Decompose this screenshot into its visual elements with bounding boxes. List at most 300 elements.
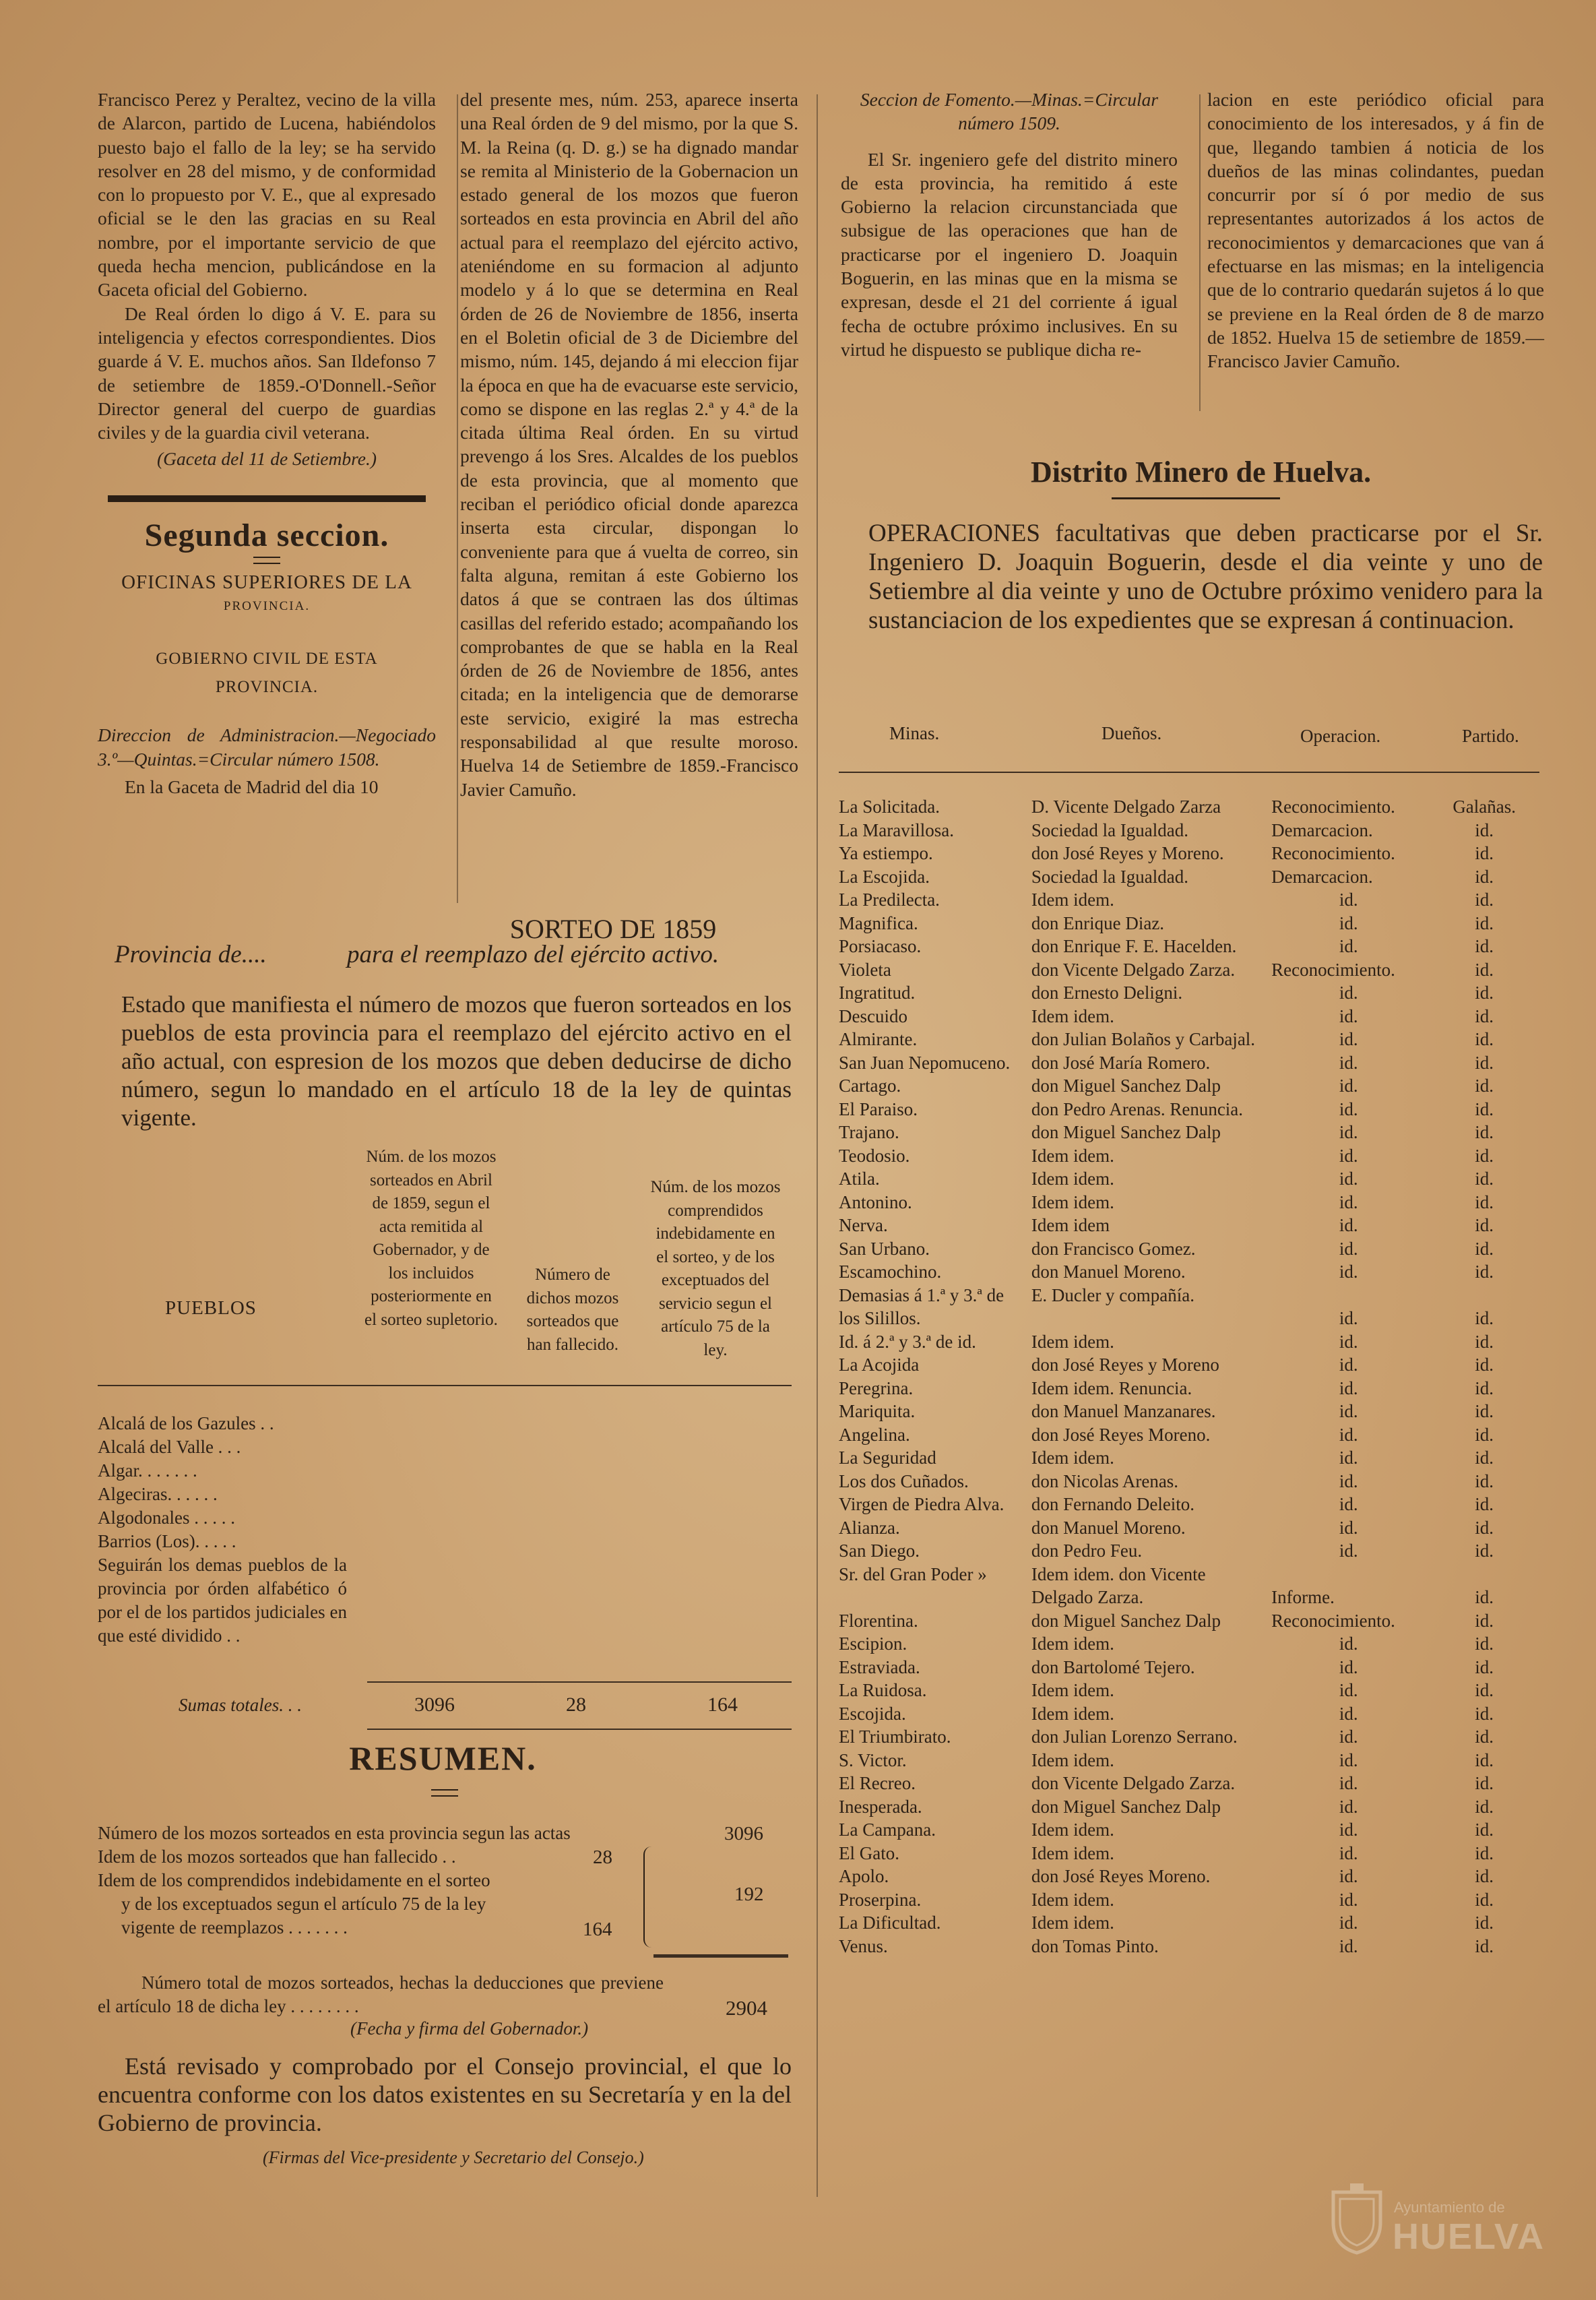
mine-name: El Recreo. xyxy=(839,1773,916,1793)
circular-text: del presente mes, núm. 253, aparece inserta una Real órden de 9 del mismo, por la que S. M. la Reina (q. D. g.) se ha dignado mandar se remita al Ministerio de la Gobernacion un estado general de los mozos que fueron sorteados en esta provincia en Abril del año actual para el reemplazo del ejército activo, ateniéndome en su formacion al adjunto modelo y á lo que se determina en Real órden de 26 de Noviembre de 1856, inserta en el Boletin oficial de 3 de Diciembre del mismo, núm. 145, dejando á mi eleccion fijar la época en que ha de evacuarse este servicio, como se dispone en las reglas 2.ª y 4.ª de la citada última Real órden. En su virtud prevengo á los Sres. Alcaldes de los pueblos de esta provincia, que al momento que reciban el periódico oficial donde aparezca inserta esta circular, dispongan lo conveniente para que á vuelta de correo, sin falta alguna, remitan á este Gobierno los datos á que se contraen las dos últimas casillas del referido estado; acompañando los comprobantes de que se habla en la Real órden de 26 de Noviembre de 1856, antes citada; en la inteligencia que de demorarse este servicio, exigiré la mas estrecha responsabilidad al que resulte moroso. Huelva 14 de Setiembre de 1859.-Francisco Javier Camuño. xyxy=(460,89,798,800)
mine-operation: id. xyxy=(1339,1005,1358,1026)
mine-row xyxy=(839,1888,1543,1912)
mine-owner: don José Reyes y Moreno. xyxy=(1031,843,1224,863)
mine-owner: don Miguel Sanchez Dalp xyxy=(1031,1796,1221,1817)
mine-name: La Ruidosa. xyxy=(839,1680,927,1700)
mine-owner: Idem idem. don Vicente Delgado Zarza. xyxy=(1031,1563,1206,1607)
mine-row xyxy=(839,912,1543,935)
mine-name: S. Victor. xyxy=(839,1749,907,1770)
mine-name: Los dos Cuñados. xyxy=(839,1470,969,1491)
mine-partido: id. xyxy=(1475,1889,1494,1910)
mine-owner: don Bartolomé Tejero. xyxy=(1031,1656,1195,1677)
circular-intro: En la Gaceta de Madrid del dia 10 xyxy=(125,776,379,797)
sum-rule xyxy=(367,1681,792,1683)
mine-partido: id. xyxy=(1475,1796,1494,1817)
mine-row xyxy=(839,1191,1543,1214)
mine-partido: id. xyxy=(1475,843,1494,863)
mine-owner: Idem idem. xyxy=(1031,1634,1114,1654)
mine-partido: id. xyxy=(1475,983,1494,1003)
mine-owner: Idem idem. Renuncia. xyxy=(1031,1377,1192,1398)
watermark-line-1: Ayuntamiento de xyxy=(1394,2199,1505,2216)
resumen-rule xyxy=(653,1954,788,1958)
mine-name: Teodosio. xyxy=(839,1145,910,1166)
mine-name: Nerva. xyxy=(839,1215,888,1235)
mine-owner: don Vicente Delgado Zarza. xyxy=(1031,1773,1236,1793)
column-2 xyxy=(460,88,798,801)
mine-owner: don Miguel Sanchez Dalp xyxy=(1031,1076,1221,1096)
mine-operation: id. xyxy=(1339,1866,1358,1886)
mine-operation: id. xyxy=(1339,1145,1358,1166)
distrito-underline xyxy=(1112,497,1280,499)
mine-owner: don Miguel Sanchez Dalp xyxy=(1031,1122,1221,1142)
mine-partido: id. xyxy=(1475,936,1494,956)
distrito-title: Distrito Minero de Huelva. xyxy=(1031,456,1372,489)
mine-name: La Seguridad xyxy=(839,1448,936,1468)
mine-row xyxy=(839,1563,1543,1609)
mine-name: Magnifica. xyxy=(839,912,918,933)
mine-name: Peregrina. xyxy=(839,1377,914,1398)
watermark-line-2: HUELVA xyxy=(1393,2216,1545,2257)
mine-name: Inesperada. xyxy=(839,1796,922,1817)
mine-partido: id. xyxy=(1475,1308,1494,1328)
mine-owner: Sociedad la Igualdad. xyxy=(1031,819,1189,840)
mine-owner: don José Reyes Moreno. xyxy=(1031,1424,1211,1445)
resumen-line-2: Idem de los mozos sorteados que han fallecido . . xyxy=(98,1846,456,1867)
mine-row xyxy=(839,819,1543,842)
mine-owner: don Pedro Arenas. Renuncia. xyxy=(1031,1098,1244,1119)
mine-operation: id. xyxy=(1339,1215,1358,1235)
mine-operation: id. xyxy=(1339,1331,1358,1352)
mine-operation: id. xyxy=(1339,1098,1358,1119)
mine-operation: id. xyxy=(1339,1656,1358,1677)
mine-row xyxy=(839,795,1543,819)
mine-partido: id. xyxy=(1475,1773,1494,1793)
mine-name: Sr. del Gran Poder » xyxy=(839,1563,987,1584)
mine-owner: Idem idem. xyxy=(1031,1703,1114,1724)
mine-operation: Informe. xyxy=(1271,1587,1335,1607)
mine-partido: id. xyxy=(1475,912,1494,933)
mine-owner: Idem idem. xyxy=(1031,1169,1114,1189)
mine-name: La Acojida xyxy=(839,1355,920,1375)
col-header-num: Núm. de los mozos sorteados en Abril de 1859, segun el acta remitida al Gobernador, y de los incluidos posteriormente en el sorteo supletorio. xyxy=(364,1148,498,1329)
mine-operation: id. xyxy=(1339,1634,1358,1654)
column-3 xyxy=(841,88,1178,361)
mine-name: Trajano. xyxy=(839,1122,899,1142)
column-rule xyxy=(457,94,458,903)
pueblo-item: Alcalá de los Gazules . . xyxy=(98,1413,274,1433)
mine-name: Venus. xyxy=(839,1935,888,1956)
mine-operation: id. xyxy=(1339,1401,1358,1421)
civil-government-heading: GOBIERNO CIVIL DE ESTA PROVINCIA. xyxy=(156,650,378,697)
mine-operation: id. xyxy=(1339,1377,1358,1398)
pueblos-list xyxy=(98,1412,354,1648)
mine-operation: id. xyxy=(1339,1820,1358,1840)
mine-row xyxy=(839,1749,1543,1772)
mine-operation: id. xyxy=(1339,1052,1358,1073)
mine-name: La Maravillosa. xyxy=(839,819,954,840)
mine-name: Escamochino. xyxy=(839,1262,942,1282)
mine-partido: id. xyxy=(1475,1029,1494,1049)
mine-operation: id. xyxy=(1339,1238,1358,1259)
mine-operation: id. xyxy=(1339,890,1358,910)
mine-row xyxy=(839,865,1543,889)
mine-partido: id. xyxy=(1475,1076,1494,1096)
mine-partido: id. xyxy=(1475,1331,1494,1352)
mine-name: Proserpina. xyxy=(839,1889,922,1910)
mine-owner: Idem idem xyxy=(1031,1215,1110,1235)
mine-row xyxy=(839,1702,1543,1726)
mine-operation: id. xyxy=(1339,1470,1358,1491)
mine-partido: Galañas. xyxy=(1453,797,1517,817)
mine-owner: Idem idem. xyxy=(1031,1331,1114,1352)
sum-rule xyxy=(367,1729,792,1730)
mine-partido: id. xyxy=(1475,1122,1494,1142)
mine-owner: don Manuel Moreno. xyxy=(1031,1262,1186,1282)
mine-operation: id. xyxy=(1339,1680,1358,1700)
pueblo-item: Alcalá del Valle . . . xyxy=(98,1437,241,1457)
mine-partido: id. xyxy=(1475,890,1494,910)
mine-row xyxy=(839,1865,1543,1888)
mine-row xyxy=(839,1330,1543,1354)
mine-name: Almirante. xyxy=(839,1029,918,1049)
header-operacion: Operacion. xyxy=(1300,726,1381,746)
mine-partido: id. xyxy=(1475,1610,1494,1631)
mine-name: La Escojida. xyxy=(839,866,930,887)
mine-operation: id. xyxy=(1339,1076,1358,1096)
mine-name: Id. á 2.ª y 3.ª de id. xyxy=(839,1331,976,1352)
mine-partido: id. xyxy=(1475,1401,1494,1421)
pueblo-item: Algar. . . . . . . xyxy=(98,1460,197,1481)
mine-name: Angelina. xyxy=(839,1424,910,1445)
fomento-heading: Seccion de Fomento.—Minas.=Circular número 1509. xyxy=(860,89,1159,134)
resumen-brace xyxy=(643,1846,658,1948)
mine-row xyxy=(839,1470,1543,1493)
sum-mozos: 3096 xyxy=(414,1693,455,1716)
mine-row xyxy=(839,1725,1543,1749)
section-heading: Segunda seccion. xyxy=(144,517,389,553)
mine-operation: Reconocimiento. xyxy=(1271,1610,1395,1631)
mine-name: La Predilecta. xyxy=(839,890,940,910)
mine-row xyxy=(839,1167,1543,1191)
mine-partido: id. xyxy=(1475,1470,1494,1491)
mine-row xyxy=(839,1284,1543,1330)
header-partido: Partido. xyxy=(1462,726,1519,746)
table-rule xyxy=(98,1385,792,1386)
mine-partido: id. xyxy=(1475,1727,1494,1747)
col-header-indebidos: Núm. de los mozos comprendidos indebidamente en el sorteo, y de los exceptuados del servicio segun el artículo 75 de la ley. xyxy=(650,1178,781,1359)
mine-partido: id. xyxy=(1475,1215,1494,1235)
mine-name: La Solicitada. xyxy=(839,797,940,817)
mine-operation: id. xyxy=(1339,912,1358,933)
mine-partido: id. xyxy=(1475,1749,1494,1770)
mine-owner: don José María Romero. xyxy=(1031,1052,1211,1073)
offices-heading: OFICINAS SUPERIORES DE LA xyxy=(121,571,412,593)
mine-owner: Idem idem. xyxy=(1031,1820,1114,1840)
mine-operation: id. xyxy=(1339,1494,1358,1514)
mine-owner: Idem idem. xyxy=(1031,1749,1114,1770)
decree-text: Francisco Perez y Peraltez, vecino de la villa de Alarcon, partido de Lucena, habiéndolos puesto bajo el fallo de la ley; se ha servido resolver en 28 del mismo, y de conformidad con lo propuesto por V. E., que al expresado oficial se le den las gracias en su Real nombre, por el importante servicio de que queda hecha mencion, publicándose en la Gaceta oficial del Gobierno. xyxy=(98,89,436,301)
mine-owner: Idem idem. xyxy=(1031,1913,1114,1933)
mine-operation: id. xyxy=(1339,1913,1358,1933)
mine-partido: id. xyxy=(1475,1098,1494,1119)
mine-name: La Dificultad. xyxy=(839,1913,941,1933)
mine-operation: id. xyxy=(1339,1191,1358,1212)
mine-partido: id. xyxy=(1475,1448,1494,1468)
mine-row xyxy=(839,1051,1543,1075)
sum-fallecidos: 28 xyxy=(566,1693,586,1716)
mine-partido: id. xyxy=(1475,1494,1494,1514)
mine-row xyxy=(839,1074,1543,1098)
mine-row xyxy=(839,1446,1543,1470)
mine-owner: don Francisco Gomez. xyxy=(1031,1238,1196,1259)
mine-operation: Demarcacion. xyxy=(1271,866,1373,887)
mine-owner: don Vicente Delgado Zarza. xyxy=(1031,959,1236,980)
header-rule xyxy=(839,772,1539,773)
mine-operation: id. xyxy=(1339,1122,1358,1142)
mine-operation: id. xyxy=(1339,936,1358,956)
mine-owner: don Ernesto Deligni. xyxy=(1031,983,1183,1003)
mine-operation: id. xyxy=(1339,1169,1358,1189)
mine-operation: id. xyxy=(1339,1703,1358,1724)
mine-operation: id. xyxy=(1339,1796,1358,1817)
mine-owner: E. Ducler y compañía. xyxy=(1031,1284,1195,1305)
pueblos-note: Seguirán los demas pueblos de la provincia por órden alfabético ó por el de los partidos judiciales en que esté dividido . . xyxy=(98,1555,347,1646)
mine-owner: don Pedro Feu. xyxy=(1031,1541,1143,1561)
mine-partido: id. xyxy=(1475,866,1494,887)
gaceta-citation: (Gaceta del 11 de Setiembre.) xyxy=(156,448,377,470)
mine-row xyxy=(839,1005,1543,1028)
mine-owner: D. Vicente Delgado Zarza xyxy=(1031,797,1221,817)
column-rule xyxy=(817,94,818,2197)
mine-partido: id. xyxy=(1475,1842,1494,1863)
mine-row xyxy=(839,1539,1543,1563)
mine-row xyxy=(839,1679,1543,1702)
mine-name: Porsiacaso. xyxy=(839,936,922,956)
mine-operation: id. xyxy=(1339,1448,1358,1468)
mine-owner: Idem idem. xyxy=(1031,1145,1114,1166)
mine-partido: id. xyxy=(1475,1052,1494,1073)
mine-name: Cartago. xyxy=(839,1076,901,1096)
mine-row xyxy=(839,1144,1543,1168)
mine-operation: id. xyxy=(1339,1517,1358,1538)
mine-partido: id. xyxy=(1475,1355,1494,1375)
mine-row xyxy=(839,1098,1543,1121)
mine-partido: id. xyxy=(1475,1005,1494,1026)
header-minas: Minas. xyxy=(889,723,940,743)
mine-row xyxy=(839,1214,1543,1237)
mine-row xyxy=(839,1237,1543,1261)
mine-name: San Diego. xyxy=(839,1541,920,1561)
mine-row xyxy=(839,1353,1543,1377)
mine-name: La Campana. xyxy=(839,1820,936,1840)
mine-name: El Gato. xyxy=(839,1842,899,1863)
mine-operation: Reconocimiento. xyxy=(1271,959,1395,980)
resumen-subtotal: 192 xyxy=(734,1884,764,1905)
mine-row xyxy=(839,935,1543,958)
resumen-value-2: 28 xyxy=(593,1846,612,1868)
mine-name: Alianza. xyxy=(839,1517,900,1538)
mine-operation: id. xyxy=(1339,1424,1358,1445)
resumen-underline xyxy=(431,1789,458,1797)
province-line: Provincia de.... xyxy=(115,941,267,968)
huelva-watermark xyxy=(1327,2169,1549,2270)
mine-name: Demasias á 1.ª y 3.ª de los Silillos. xyxy=(839,1284,1004,1328)
mine-partido: id. xyxy=(1475,1424,1494,1445)
mine-partido: id. xyxy=(1475,1935,1494,1956)
mine-owner: don Manuel Manzanares. xyxy=(1031,1401,1216,1421)
pueblo-item: Barrios (Los). . . . . xyxy=(98,1531,236,1551)
mine-owner: Idem idem. xyxy=(1031,1680,1114,1700)
sorteo-title: SORTEO DE 1859 xyxy=(509,914,717,944)
mine-owner: don Miguel Sanchez Dalp xyxy=(1031,1610,1221,1631)
mine-operation: id. xyxy=(1339,1773,1358,1793)
col-header-pueblos: PUEBLOS xyxy=(165,1297,257,1319)
mine-partido: id. xyxy=(1475,1703,1494,1724)
mine-partido: id. xyxy=(1475,959,1494,980)
mine-row xyxy=(839,1377,1543,1400)
mine-partido: id. xyxy=(1475,1656,1494,1677)
mine-row xyxy=(839,1516,1543,1540)
sumas-label: Sumas totales. . . xyxy=(179,1695,302,1715)
mine-partido: id. xyxy=(1475,1262,1494,1282)
mine-row xyxy=(839,1935,1543,1958)
pueblo-item: Algodonales . . . . . xyxy=(98,1508,235,1528)
mine-partido: id. xyxy=(1475,1145,1494,1166)
mine-owner: don Julian Bolaños y Carbajal. xyxy=(1031,1029,1256,1049)
mine-partido: id. xyxy=(1475,1191,1494,1212)
resumen-line-3b: y de los exceptuados segun el artículo 75 de la ley xyxy=(121,1894,486,1914)
mine-row xyxy=(839,1795,1543,1819)
mine-row xyxy=(839,1493,1543,1516)
mine-row xyxy=(839,1656,1543,1679)
mine-name: Mariquita. xyxy=(839,1401,916,1421)
mine-operation: id. xyxy=(1339,1749,1358,1770)
mine-partido: id. xyxy=(1475,1634,1494,1654)
mine-row xyxy=(839,1423,1543,1447)
mine-operation: id. xyxy=(1339,1029,1358,1049)
mine-partido: id. xyxy=(1475,1238,1494,1259)
col-header-fallecido: Número de dichos mozos sorteados que han fallecido. xyxy=(526,1266,619,1354)
mine-operation: id. xyxy=(1339,1541,1358,1561)
fomento-text: El Sr. ingeniero gefe del distrito minero de esta provincia, ha remitido á este Gobierno la relacion circunstanciada que subsigue de las operaciones que han de practicarse por el ingeniero D. Joaquin Boguerin, en las minas que en la misma se expresan, desde el 21 del corriente á igual fecha de octubre próximo inclusives. En su virtud he dispuesto se publique dicha re- xyxy=(841,148,1178,360)
mine-owner: Idem idem. xyxy=(1031,1448,1114,1468)
revisado-text: Está revisado y comprobado por el Consejo provincial, el que lo encuentra conforme con los datos existentes en su Secretaría y en la del Gobierno de provincia. xyxy=(98,2053,792,2136)
resumen-line-3a: Idem de los comprendidos indebidamente en el sorteo xyxy=(98,1870,490,1890)
total-value: 2904 xyxy=(726,1996,767,2020)
mine-partido: id. xyxy=(1475,1377,1494,1398)
mine-row xyxy=(839,1911,1543,1935)
mine-operation: id. xyxy=(1339,1935,1358,1956)
mine-operation: id. xyxy=(1339,1842,1358,1863)
mine-row xyxy=(839,1260,1543,1284)
mine-name: Ya estiempo. xyxy=(839,843,933,863)
mine-owner: don Manuel Moreno. xyxy=(1031,1517,1186,1538)
mine-owner: Idem idem. xyxy=(1031,1842,1114,1863)
mine-name: San Urbano. xyxy=(839,1238,930,1259)
resumen-line-3c: vigente de reemplazos . . . . . . . xyxy=(121,1917,348,1937)
mine-name: Escipion. xyxy=(839,1634,907,1654)
total-text: Número total de mozos sorteados, hechas la deducciones que previene el artículo 18 de dicha ley . . . . . . . . xyxy=(98,1972,664,2016)
mine-name: Apolo. xyxy=(839,1866,889,1886)
mine-name: Violeta xyxy=(839,959,891,980)
estado-heading: Estado que manifiesta el número de mozos que fueron sorteados en los pueblos de esta provincia para el reemplazo del ejército activo en el año actual, con espresion de los mozos que deben deducirse de dicho número, segun lo mandado en el artículo 18 de la ley de quintas vigente. xyxy=(121,991,792,1131)
operaciones-text: OPERACIONES facultativas que deben practicarse por el Sr. Ingeniero D. Joaquin Boguerin, desde el dia veinte y uno de Setiembre al dia veinte y uno de Octubre próximo venidero para la sustanciacion de los expedientes que se expresan á continuacion. xyxy=(868,520,1543,634)
mine-row xyxy=(839,958,1543,982)
mine-row xyxy=(839,1121,1543,1144)
mine-row xyxy=(839,842,1543,865)
circular-heading: Direccion de Administracion.—Negociado 3.º—Quintas.=Circular número 1508. xyxy=(98,724,436,770)
mine-name: Florentina. xyxy=(839,1610,918,1631)
resumen-value-1: 3096 xyxy=(724,1823,763,1844)
mine-owner: don Enrique Diaz. xyxy=(1031,912,1165,933)
mine-name: Atila. xyxy=(839,1169,880,1189)
column-rule xyxy=(1199,94,1201,411)
column-1 xyxy=(98,88,436,799)
mine-owner: don Nicolas Arenas. xyxy=(1031,1470,1179,1491)
mine-name: Escojida. xyxy=(839,1703,906,1724)
mine-owner: Idem idem. xyxy=(1031,1191,1114,1212)
mines-table xyxy=(839,795,1543,1958)
mine-owner: Idem idem. xyxy=(1031,1005,1114,1026)
resumen-line-1: Número de los mozos sorteados en esta provincia segun las actas xyxy=(98,1823,571,1843)
mine-partido: id. xyxy=(1475,1517,1494,1538)
mine-name: Antonino. xyxy=(839,1191,912,1212)
fecha-firma: (Fecha y firma del Gobernador.) xyxy=(350,2018,589,2039)
mine-operation: Demarcacion. xyxy=(1271,819,1373,840)
mine-owner: don Enrique F. E. Hacelden. xyxy=(1031,936,1237,956)
mine-owner: Sociedad la Igualdad. xyxy=(1031,866,1189,887)
mine-partido: id. xyxy=(1475,1169,1494,1189)
mine-owner: don Fernando Deleito. xyxy=(1031,1494,1195,1514)
column-4 xyxy=(1207,88,1544,373)
mine-partido: id. xyxy=(1475,1541,1494,1561)
mine-row xyxy=(839,888,1543,912)
mine-row xyxy=(839,1772,1543,1795)
firmas-consejo: (Firmas del Vice-presidente y Secretario del Consejo.) xyxy=(263,2148,644,2167)
mine-row xyxy=(839,1028,1543,1051)
header-duenos: Dueños. xyxy=(1102,723,1162,743)
mine-partido: id. xyxy=(1475,1587,1494,1607)
mine-owner: Idem idem. xyxy=(1031,890,1114,910)
mine-partido: id. xyxy=(1475,819,1494,840)
mine-partido: id. xyxy=(1475,1913,1494,1933)
mine-owner: don José Reyes y Moreno xyxy=(1031,1355,1219,1375)
section-rule xyxy=(108,495,426,502)
fomento-continuation: lacion en este periódico oficial para conocimiento de los interesados, y á fin de que, llegando tambien á noticia de los dueños de las minas colindantes, puedan concurrir por sí ó por medio de sus representantes autorizados á los actos de reconocimientos y demarcaciones que van á efectuarse en las mismas; en la inteligencia que de lo contrario quedarán sujetos á lo que se previene en la Real órden de 8 de marzo de 1852. Huelva 15 de setiembre de 1859.—Francisco Javier Camuño. xyxy=(1207,89,1544,372)
mine-owner: don José Reyes Moreno. xyxy=(1031,1866,1211,1886)
sum-indebidos: 164 xyxy=(707,1693,738,1716)
province-heading: PROVINCIA. xyxy=(223,599,311,614)
decree-closing: De Real órden lo digo á V. E. para su inteligencia y efectos correspondientes. Dios guarde á V. E. muchos años. San Ildefonso 7 de setiembre de 1859.-O'Donnell.-Señor Director general del cuerpo de guardias civiles y de la guardia civil veterana. xyxy=(98,303,436,443)
mine-name: El Paraiso. xyxy=(839,1098,918,1119)
reemplazo-line: para el reemplazo del ejército activo. xyxy=(347,941,720,968)
mine-partido: id. xyxy=(1475,1820,1494,1840)
mine-row xyxy=(839,1400,1543,1423)
crest-icon xyxy=(1327,2182,1387,2256)
mine-name: Virgen de Piedra Alva. xyxy=(839,1494,1004,1514)
mine-operation: id. xyxy=(1339,1727,1358,1747)
mine-row xyxy=(839,1842,1543,1865)
mine-owner: don Tomas Pinto. xyxy=(1031,1935,1159,1956)
mine-operation: Reconocimiento. xyxy=(1271,843,1395,863)
mine-row xyxy=(839,981,1543,1005)
resumen-value-3: 164 xyxy=(583,1919,612,1940)
mine-operation: id. xyxy=(1339,1308,1358,1328)
mine-row xyxy=(839,1818,1543,1842)
mine-operation: id. xyxy=(1339,983,1358,1003)
resumen-heading: RESUMEN. xyxy=(349,1739,537,1777)
mine-operation: Reconocimiento. xyxy=(1271,797,1395,817)
